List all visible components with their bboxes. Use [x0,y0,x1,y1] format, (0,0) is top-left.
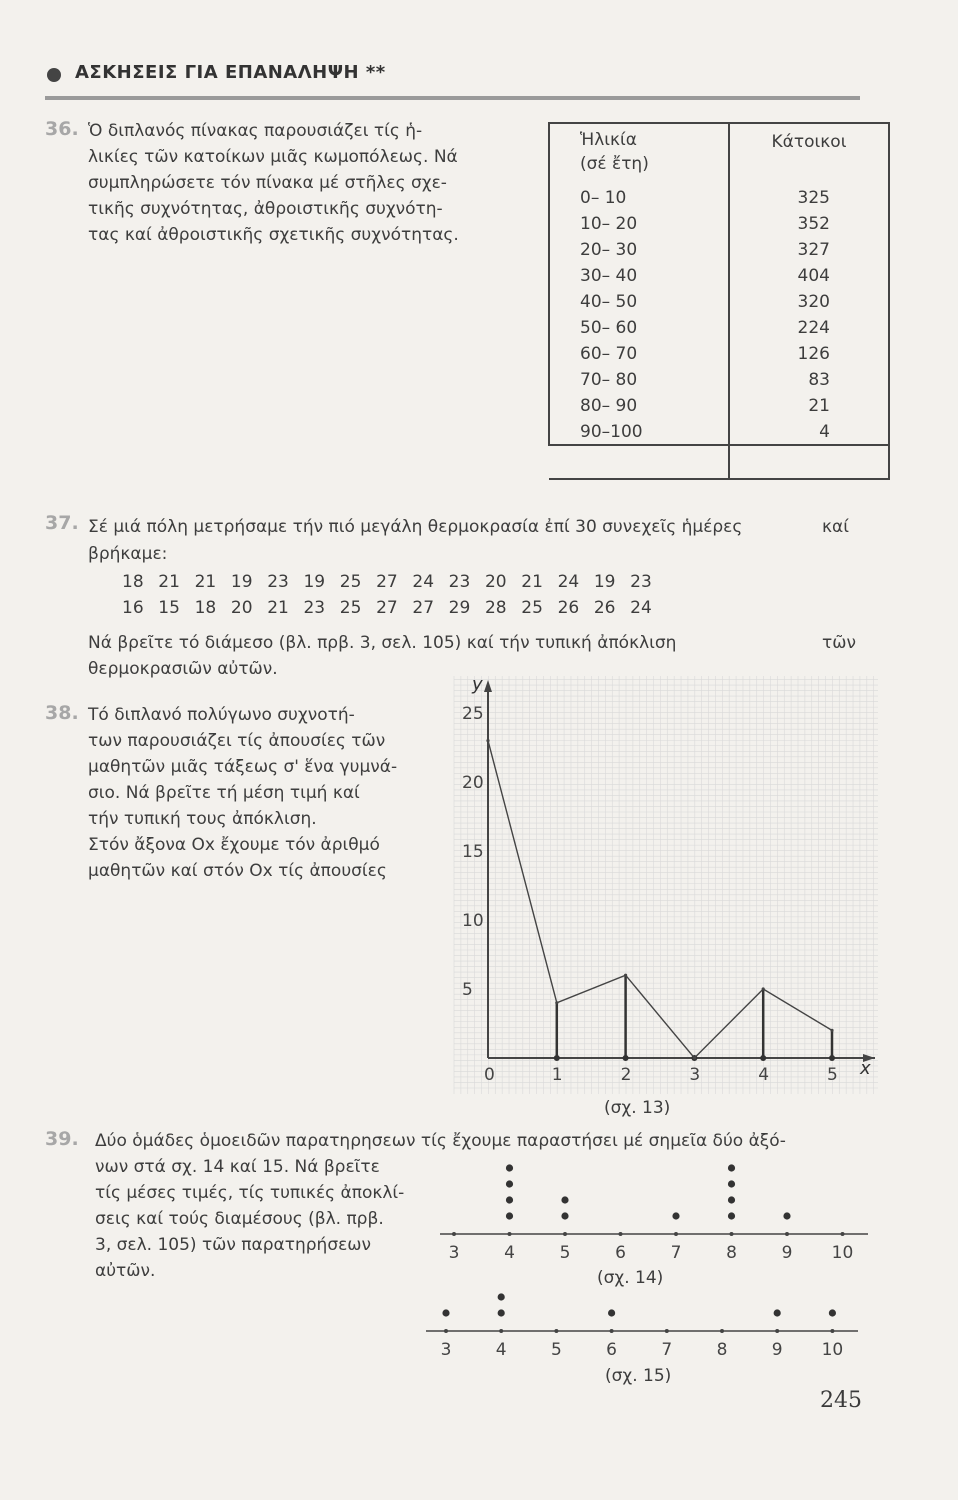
y-tick-label: 5 [462,980,473,1000]
temperature-value: 23 [267,572,289,592]
age-cell: 30– 40 [549,263,729,289]
exercise-37-line1-end: καί [822,517,849,537]
temperature-value: 21 [158,572,180,592]
y-axis-label: y [472,674,483,695]
age-cell: 0– 10 [549,185,729,211]
y-tick-label: 25 [462,704,484,724]
observation-dot [728,1212,735,1219]
temperature-value: 28 [484,598,507,618]
observation-dot [442,1309,449,1316]
temperature-value: 27 [412,598,435,618]
observation-dot [783,1212,790,1219]
exercise-37-number: 37. [45,512,79,534]
residents-cell: 126 [729,341,889,367]
residents-cell: 327 [729,237,889,263]
residents-cell: 404 [729,263,889,289]
observation-dot [728,1164,735,1171]
x-tick-label: 1 [551,1065,563,1085]
residents-cell: 21 [729,393,889,419]
observation-dot [829,1309,836,1316]
age-cell: 80– 90 [549,393,729,419]
table-row [549,185,889,211]
exercise-37-line2: βρήκαμε: [88,544,168,564]
temperature-value: 24 [630,598,652,618]
residents-column-header: Κάτοικοι [729,123,889,185]
table-row [549,315,889,341]
data-point [555,1001,558,1004]
frequency-polygon-chart [450,670,890,1100]
tick-mark [830,1329,834,1333]
exercise-39-text: νων στά σχ. 14 καί 15. Νά βρεῖτε τίς μέσες τιμές, τίς τυπικές ἀποκλί- σεις καί τούς διαμέσους (βλ. πρβ. 3, σελ. 105) τῶν παρατηρήσεων αὐτῶν. [95,1157,405,1281]
age-cell: 20– 30 [549,237,729,263]
temperature-value: 21 [521,572,543,592]
residents-cell: 224 [729,315,889,341]
data-point [693,1056,696,1059]
header-divider [45,96,860,100]
exercise-37-line3: Νά βρεῖτε τό διάμεσο (βλ. πρβ. 3, σελ. 105) καί τήν τυπική ἀπόκλιση [88,633,677,653]
observation-dot [561,1196,568,1203]
tick-label: 4 [504,1243,515,1263]
observation-dot [498,1293,505,1300]
residents-cell: 325 [729,185,889,211]
page-number: 245 [820,1388,862,1413]
observation-dot [672,1212,679,1219]
x-axis-label: x [860,1058,871,1079]
axis-point [760,1055,766,1061]
data-point [830,1029,833,1032]
table-row [549,393,889,419]
temperature-value: 19 [230,572,253,592]
table-row [549,341,889,367]
temperature-value: 15 [158,598,180,618]
tick-label: 9 [771,1340,783,1360]
tick-label: 6 [615,1243,626,1263]
table-row [549,419,889,445]
figure-13-caption: (σχ. 13) [604,1098,671,1118]
tick-label: 3 [440,1340,452,1360]
exercise-39-number: 39. [45,1128,79,1150]
table-row [549,263,889,289]
temperature-value: 23 [448,572,471,592]
tick-label: 8 [716,1340,728,1360]
observation-dot [728,1180,735,1187]
tick-mark [563,1232,567,1236]
table-row [549,237,889,263]
temperature-value: 27 [376,572,398,592]
tick-label: 5 [559,1243,571,1263]
temperature-row-2 [122,598,666,618]
temperature-value: 21 [194,572,217,592]
tick-label: 7 [670,1243,682,1263]
exercise-39-line1: Δύο ὁμάδες ὁμοειδῶν παρατηρησεων τίς ἔχουμε παραστήσει μέ σημεῖα δύο ἀξό- [95,1131,786,1151]
temperature-value: 27 [376,598,398,618]
temperature-value: 23 [630,572,652,592]
tick-label: 9 [781,1243,793,1263]
observation-dot [498,1309,505,1316]
tick-mark [665,1329,669,1333]
tick-label: 7 [661,1340,673,1360]
tick-mark [444,1329,448,1333]
data-point [486,739,489,742]
residents-cell: 83 [729,367,889,393]
temperature-value: 26 [593,598,616,618]
temperature-value: 24 [557,572,580,592]
observation-dot [506,1196,513,1203]
tick-mark [619,1232,623,1236]
figure-14-caption: (σχ. 14) [597,1268,664,1288]
frequency-polygon-line [488,741,832,1058]
tick-mark [508,1232,512,1236]
tick-label: 4 [495,1340,507,1360]
x-tick-label: 2 [620,1065,632,1085]
exercise-36-number: 36. [45,118,79,140]
age-cell: 70– 80 [549,367,729,393]
observation-dot [774,1309,781,1316]
observation-dot [506,1164,513,1171]
temperature-value: 24 [412,572,435,592]
age-table [548,122,890,480]
temperature-value: 25 [339,598,362,618]
temperature-value: 29 [448,598,471,618]
axis-point [554,1055,560,1061]
tick-mark [730,1232,734,1236]
empty-cell [729,445,889,479]
tick-label: 6 [606,1340,618,1360]
exercise-38-number: 38. [45,702,79,724]
temperature-value: 19 [303,572,326,592]
axis-point [623,1055,629,1061]
figure-14-dot-plot [430,1150,870,1270]
figure-15-dot-plot [420,1290,860,1370]
y-tick-label: 20 [462,773,484,793]
tick-mark [674,1232,678,1236]
exercise-37-line1: Σέ μιά πόλη μετρήσαμε τήν πιό μεγάλη θερμοκρασία ἐπί 30 συνεχεῖς ἡμέρες [88,517,743,537]
tick-mark [499,1329,503,1333]
x-tick-label: 3 [689,1065,701,1085]
table-row [549,211,889,237]
observation-dot [506,1180,513,1187]
axis-point [829,1055,835,1061]
tick-label: 3 [448,1243,460,1263]
tick-mark [841,1232,845,1236]
temperature-value: 16 [122,598,144,618]
x-tick-label: 4 [758,1065,770,1085]
x-tick-label: 5 [827,1065,838,1085]
temperature-value: 20 [230,598,253,618]
observation-dot [608,1309,615,1316]
empty-cell [549,445,729,479]
tick-mark [785,1232,789,1236]
tick-label: 10 [821,1340,844,1360]
bullet-icon [47,68,61,82]
temperature-value: 20 [484,572,507,592]
temperature-value: 19 [593,572,616,592]
temperature-value: 21 [267,598,289,618]
temperature-value: 25 [521,598,543,618]
residents-cell: 4 [729,419,889,445]
tick-mark [610,1329,614,1333]
exercise-37-line4: θερμοκρασιῶν αὐτῶν. [88,659,278,679]
figure-15-caption: (σχ. 15) [605,1366,672,1386]
exercise-37-line3-end: τῶν [822,633,856,653]
residents-cell: 320 [729,289,889,315]
age-cell: 10– 20 [549,211,729,237]
temperature-value: 18 [194,598,217,618]
observation-dot [561,1212,568,1219]
table-row [549,367,889,393]
temperature-value: 18 [122,572,144,592]
y-axis-arrow-icon [484,680,492,692]
observation-dot [506,1212,513,1219]
temperature-row-1 [122,572,666,592]
section-title: ΑΣΚΗΣΕΙΣ ΓΙΑ ΕΠΑΝΑΛΗΨΗ ** [75,62,386,83]
tick-mark [554,1329,558,1333]
tick-label: 5 [550,1340,562,1360]
y-tick-label: 10 [462,911,484,931]
tick-label: 8 [726,1243,737,1263]
age-cell: 40– 50 [549,289,729,315]
tick-mark [452,1232,456,1236]
y-tick-label: 15 [462,842,484,862]
tick-mark [775,1329,779,1333]
temperature-value: 26 [557,598,580,618]
tick-label: 10 [831,1243,854,1263]
temperature-value: 25 [339,572,362,592]
age-cell: 90–100 [549,419,729,445]
x-tick-label: 0 [484,1065,495,1085]
age-column-header: Ἡλικία (σέ ἔτη) [549,123,729,185]
chart-grid [454,676,878,1094]
exercise-36-text: Ὁ διπλανός πίνακας παρουσιάζει τίς ἡ- λικίες τῶν κατοίκων μιᾶς κωμοπόλεως. Νά συμπληρώσετε τόν πίνακα μέ στῆλες σχε- τικῆς συχνότητας, ἀθροιστικῆς συχνότη- τας καί ἀθροιστικῆς σχετικῆς συχνότητας. [88,121,459,245]
exercise-38-text: Τό διπλανό πολύγωνο συχνοτή- των παρουσιάζει τίς ἀπουσίες τῶν μαθητῶν μιᾶς τάξεως σ' ἕνα γυμνά- σιο. Νά βρεῖτε τή μέση τιμή καί τήν τυπική τους ἀπόκλιση. Στόν ἄξονα Ox ἔχουμε τόν ἀριθμό μαθητῶν καί στόν Ox τίς ἀπουσίες [88,705,398,881]
data-point [624,974,627,977]
temperature-value: 23 [303,598,326,618]
observation-dot [728,1196,735,1203]
data-point [762,987,765,990]
age-cell: 50– 60 [549,315,729,341]
tick-mark [720,1329,724,1333]
residents-cell: 352 [729,211,889,237]
table-row [549,289,889,315]
age-cell: 60– 70 [549,341,729,367]
